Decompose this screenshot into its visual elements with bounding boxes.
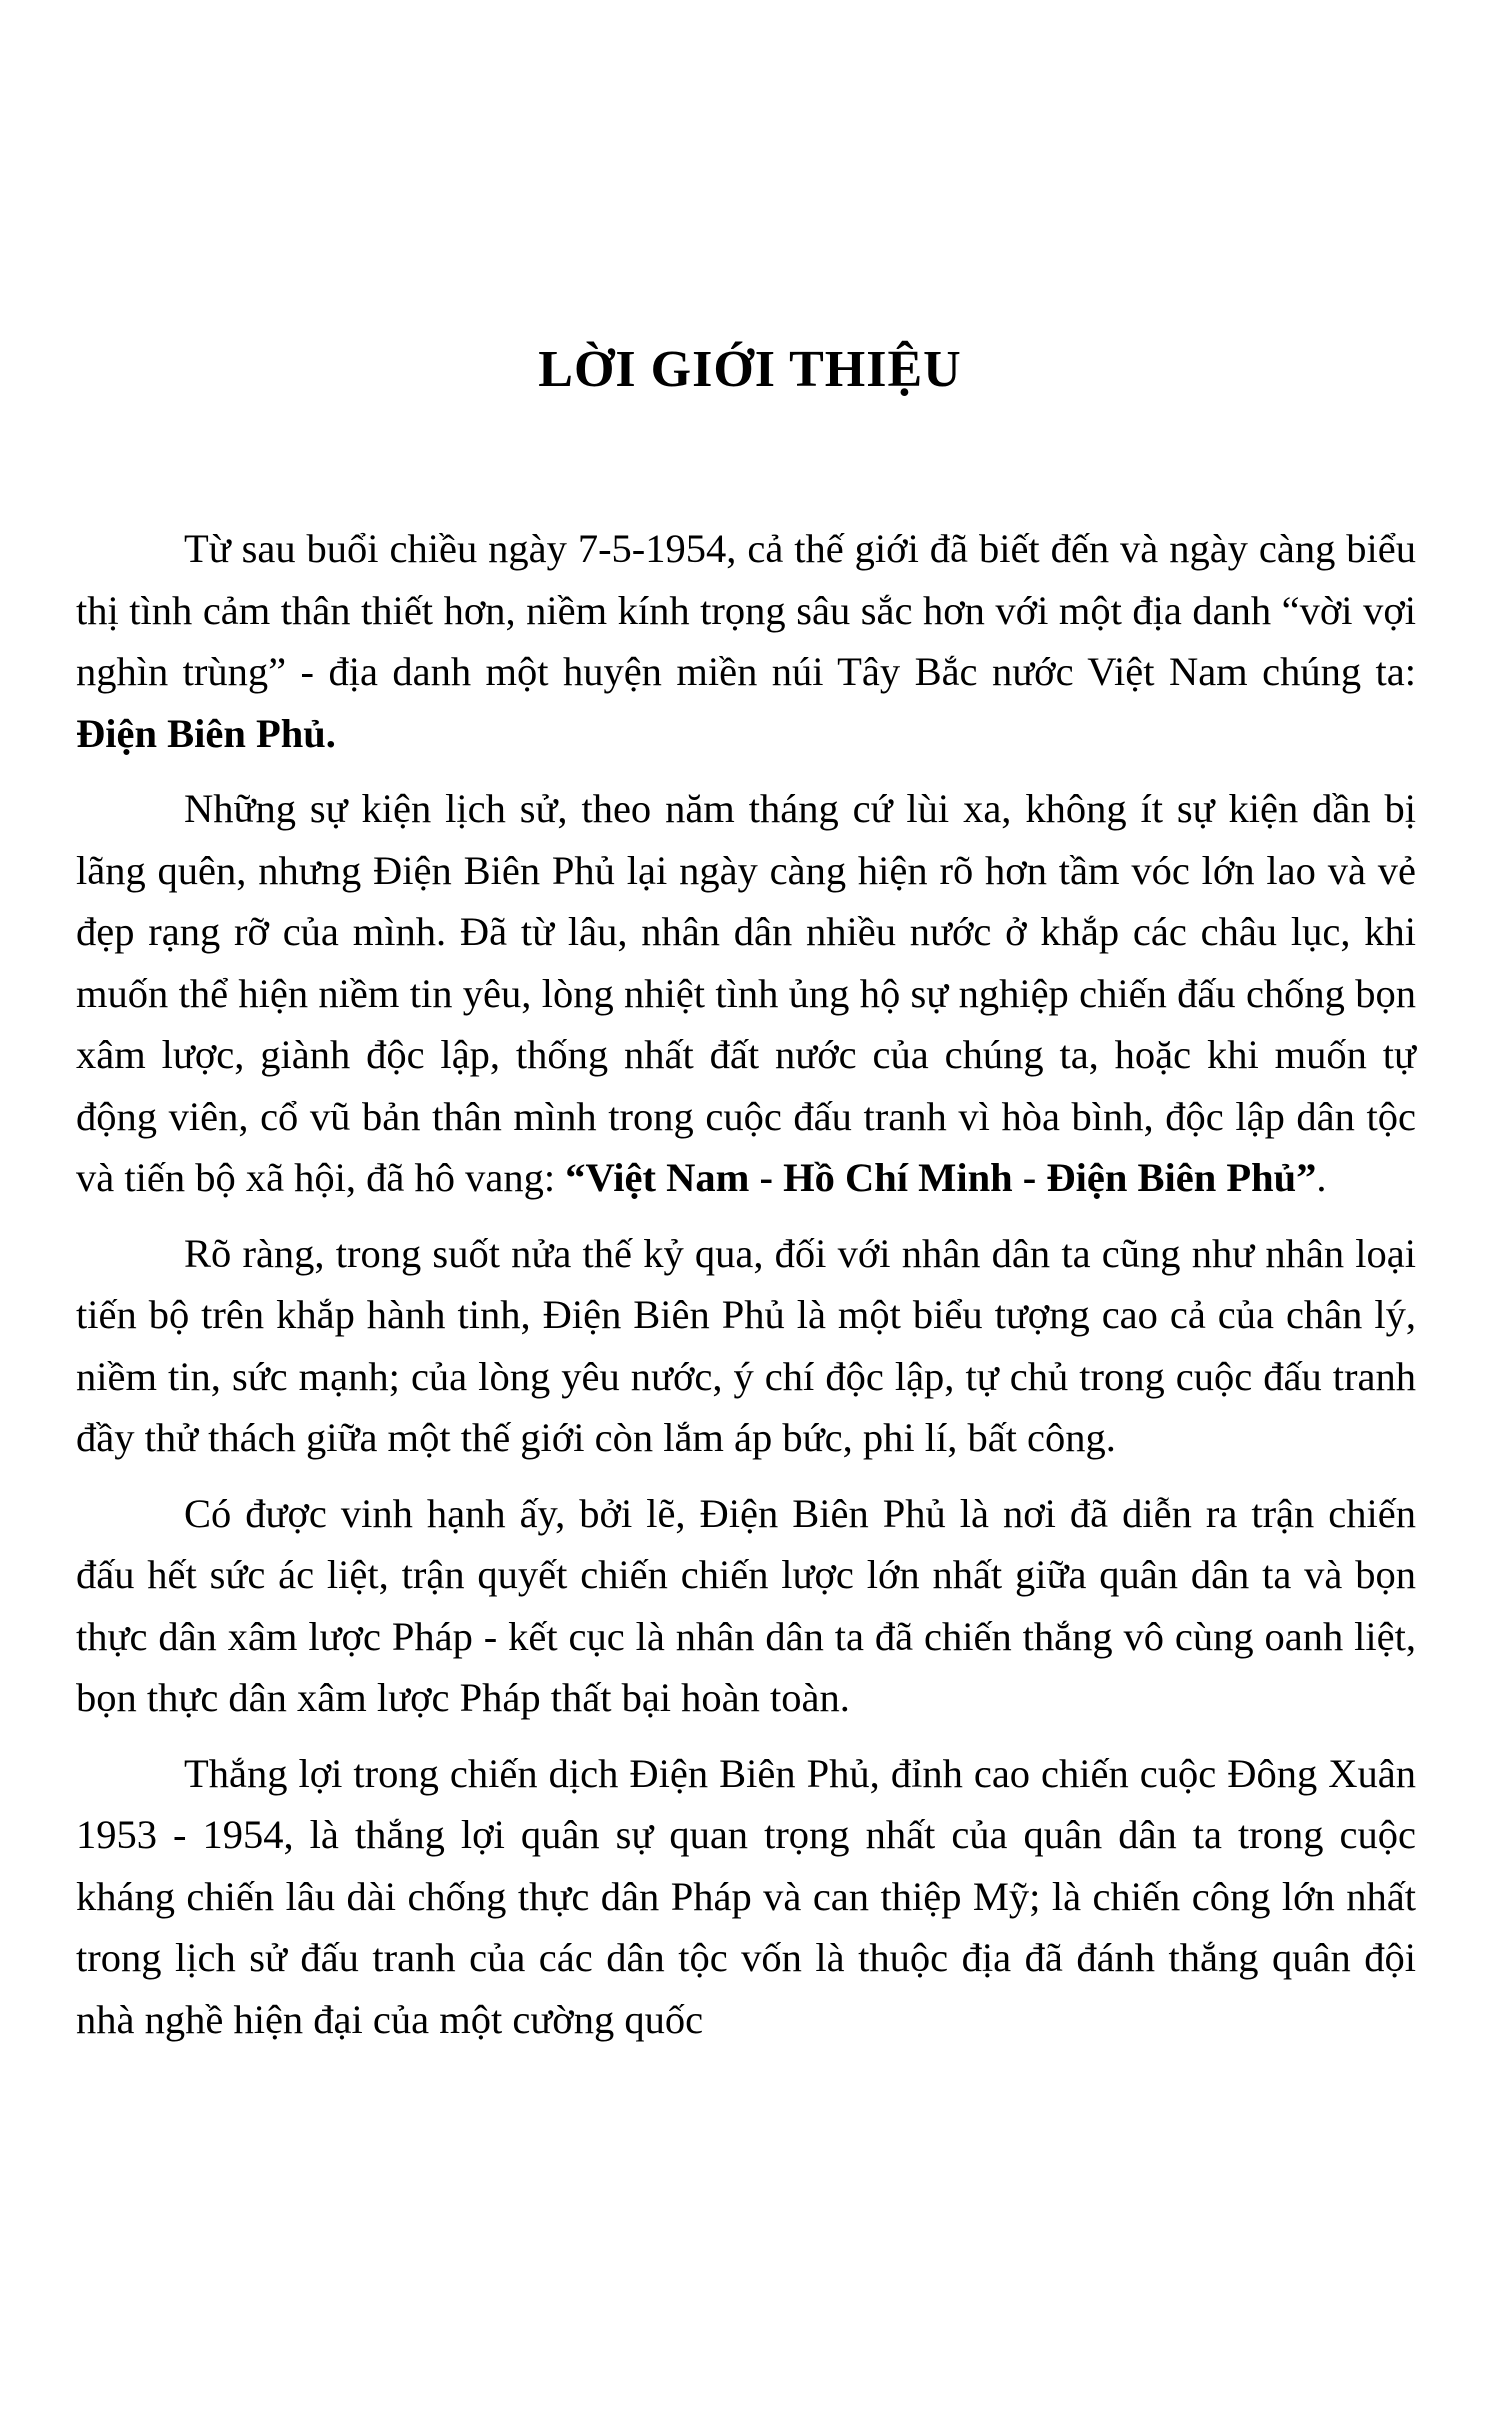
- paragraph-4-text: Có được vinh hạnh ấy, bởi lẽ, Điện Biên Phủ là nơi đã diễn ra trận chiến đấu hết sức ác liệt, trận quyết chiến chiến lược lớn nhất giữa quân dân ta và bọn thực dân xâm lược Pháp - kết cục là nhân dân ta đã chiến thắng vô cùng oanh liệt, bọn thực dân xâm lược Pháp thất bại hoàn toàn.: [76, 1490, 1416, 1720]
- paragraph-2: [76, 778, 1416, 1209]
- page-title: LỜI GIỚI THIỆU: [538, 341, 962, 398]
- paragraph-1-text: Từ sau buổi chiều ngày 7-5-1954, cả thế giới đã biết đến và ngày càng biểu thị tình cảm thân thiết hơn, niềm kính trọng sâu sắc hơn với một địa danh “vời vợi nghìn trùng” - địa danh một huyện miền núi Tây Bắc nước Việt Nam chúng ta:: [76, 526, 1416, 694]
- paragraph-3: [76, 1223, 1416, 1469]
- paragraph-1: [76, 518, 1416, 764]
- body-text: [76, 518, 1416, 2064]
- paragraph-2-text: Những sự kiện lịch sử, theo năm tháng cứ lùi xa, không ít sự kiện dần bị lãng quên, nhưng Điện Biên Phủ lại ngày càng hiện rõ hơn tầm vóc lớn lao và vẻ đẹp rạng rỡ của mình. Đã từ lâu, nhân dân nhiều nước ở khắp các châu lục, khi muốn thể hiện niềm tin yêu, lòng nhiệt tình ủng hộ sự nghiệp chiến đấu chống bọn xâm lược, giành độc lập, thống nhất đất nước của chúng ta, hoặc khi muốn tự động viên, cổ vũ bản thân mình trong cuộc đấu tranh vì hòa bình, độc lập dân tộc và tiến bộ xã hội, đã hô vang:: [76, 786, 1416, 1200]
- paragraph-4: [76, 1483, 1416, 1729]
- paragraph-3-text: Rõ ràng, trong suốt nửa thế kỷ qua, đối với nhân dân ta cũng như nhân loại tiến bộ trên khắp hành tinh, Điện Biên Phủ là một biểu tượng cao cả của chân lý, niềm tin, sức mạnh; của lòng yêu nước, ý chí độc lập, tự chủ trong cuộc đấu tranh đầy thử thách giữa một thế giới còn lắm áp bức, phi lí, bất công.: [76, 1230, 1416, 1460]
- paragraph-2-bold: “Việt Nam - Hồ Chí Minh - Điện Biên Phủ”: [565, 1155, 1317, 1200]
- paragraph-2-tail: .: [1316, 1155, 1327, 1200]
- paragraph-1-bold: Điện Biên Phủ.: [76, 710, 336, 756]
- paragraph-5-text: Thắng lợi trong chiến dịch Điện Biên Phủ, đỉnh cao chiến cuộc Đông Xuân 1953 - 1954, là thắng lợi quân sự quan trọng nhất của quân dân ta trong cuộc kháng chiến lâu dài chống thực dân Pháp và can thiệp Mỹ; là chiến công lớn nhất trong lịch sử đấu tranh của các dân tộc vốn là thuộc địa đã đánh thắng quân đội nhà nghề hiện đại của một cường quốc: [76, 1750, 1416, 2042]
- paragraph-5: [76, 1743, 1416, 2051]
